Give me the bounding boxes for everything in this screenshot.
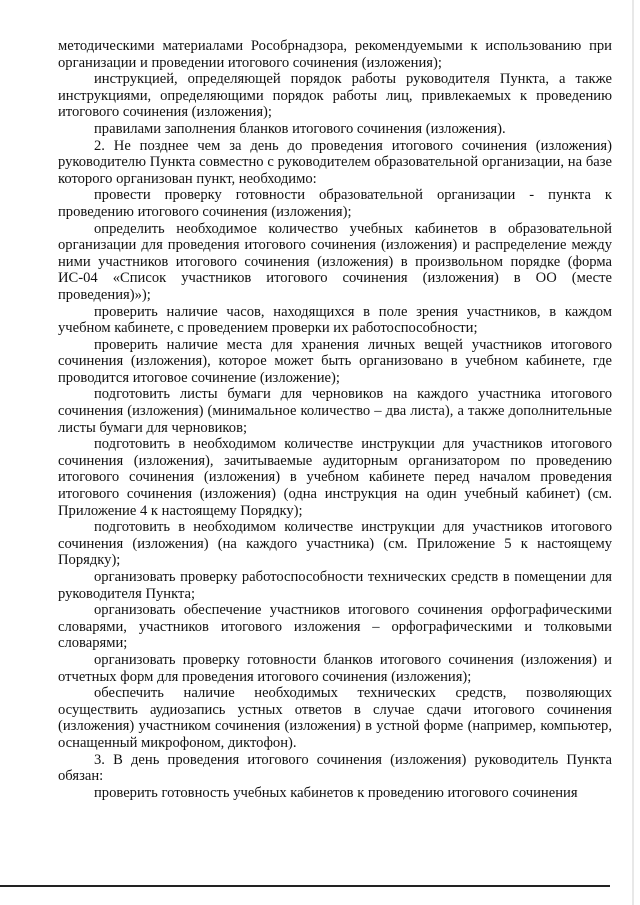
paragraph-15: обеспечить наличие необходимых технических средств, позволяющих осуществить аудиозапись устных ответов в случае сдачи итогового сочинения (изложения) участником сочинения (изложения) в устной форме (например, компьютер, оснащенный микрофоном, диктофон). [58, 685, 612, 751]
paragraph-2: инструкцией, определяющей порядок работы руководителя Пункта, а также инструкциями, определяющими порядок работы лиц, привлекаемых к проведению итогового сочинения (изложения); [58, 71, 612, 121]
paragraph-9: подготовить листы бумаги для черновиков на каждого участника итогового сочинения (изложения) (минимальное количество – два листа), а также дополнительные листы бумаги для черновиков; [58, 386, 612, 436]
paragraph-1: методическими материалами Рособрнадзора, рекомендуемыми к использованию при организации и проведении итогового сочинения (изложения); [58, 38, 612, 71]
paragraph-12: организовать проверку работоспособности технических средств в помещении для руководителя Пункта; [58, 569, 612, 602]
scan-edge [632, 0, 634, 905]
paragraph-7: проверить наличие часов, находящихся в поле зрения участников, в каждом учебном кабинете, с проведением проверки их работоспособности; [58, 303, 612, 337]
paragraph-4: 2. Не позднее чем за день до проведения итогового сочинения (изложения) руководителю Пункта совместно с руководителем образовательной организации, на базе которого организован пункт, необходимо: [58, 137, 612, 187]
paragraph-8: проверить наличие места для хранения личных вещей участников итогового сочинения (изложения), которое может быть организовано в учебном кабинете, где проводится итоговое сочинение (изложение); [58, 336, 612, 386]
paragraph-3: правилами заполнения бланков итогового сочинения (изложения). [94, 120, 506, 137]
paragraph-6: определить необходимое количество учебных кабинетов в образовательной организации для проведения итогового сочинения (изложения) и распределение между ними участников итогового сочинения (изложения) в произвольном порядке (форма ИС-04 «Список участников итогового сочинения (изложения) в ОО (месте проведения)»); [58, 220, 612, 303]
paragraph-17: проверить готовность учебных кабинетов к проведению итогового сочинения [94, 784, 578, 801]
paragraph-14: организовать проверку готовности бланков итогового сочинения (изложения) и отчетных форм для проведения итогового сочинения (изложения); [58, 651, 612, 685]
paragraph-10: подготовить в необходимом количестве инструкции для участников итогового сочинения (изложения), зачитываемые аудиторным организатором по проведению итогового сочинения (изложения) в учебном кабинете перед началом проведения итогового сочинения (изложения) (одна инструкция на один учебный кабинет) (см. Приложение 4 к настоящему Порядку); [58, 436, 612, 519]
paragraph-11: подготовить в необходимом количестве инструкции для участников итогового сочинения (изложения) (на каждого участника) (см. Приложение 5 к настоящему Порядку); [58, 519, 612, 569]
paragraph-13: организовать обеспечение участников итогового сочинения орфографическими словарями, участников итогового изложения – орфографическими и толковыми словарями; [58, 602, 612, 652]
paragraph-16: 3. В день проведения итогового сочинения (изложения) руководитель Пункта обязан: [58, 751, 612, 785]
bottom-border-line [0, 885, 610, 887]
paragraph-5: провести проверку готовности образовательной организации - пункта к проведению итогового сочинения (изложения); [58, 187, 612, 220]
